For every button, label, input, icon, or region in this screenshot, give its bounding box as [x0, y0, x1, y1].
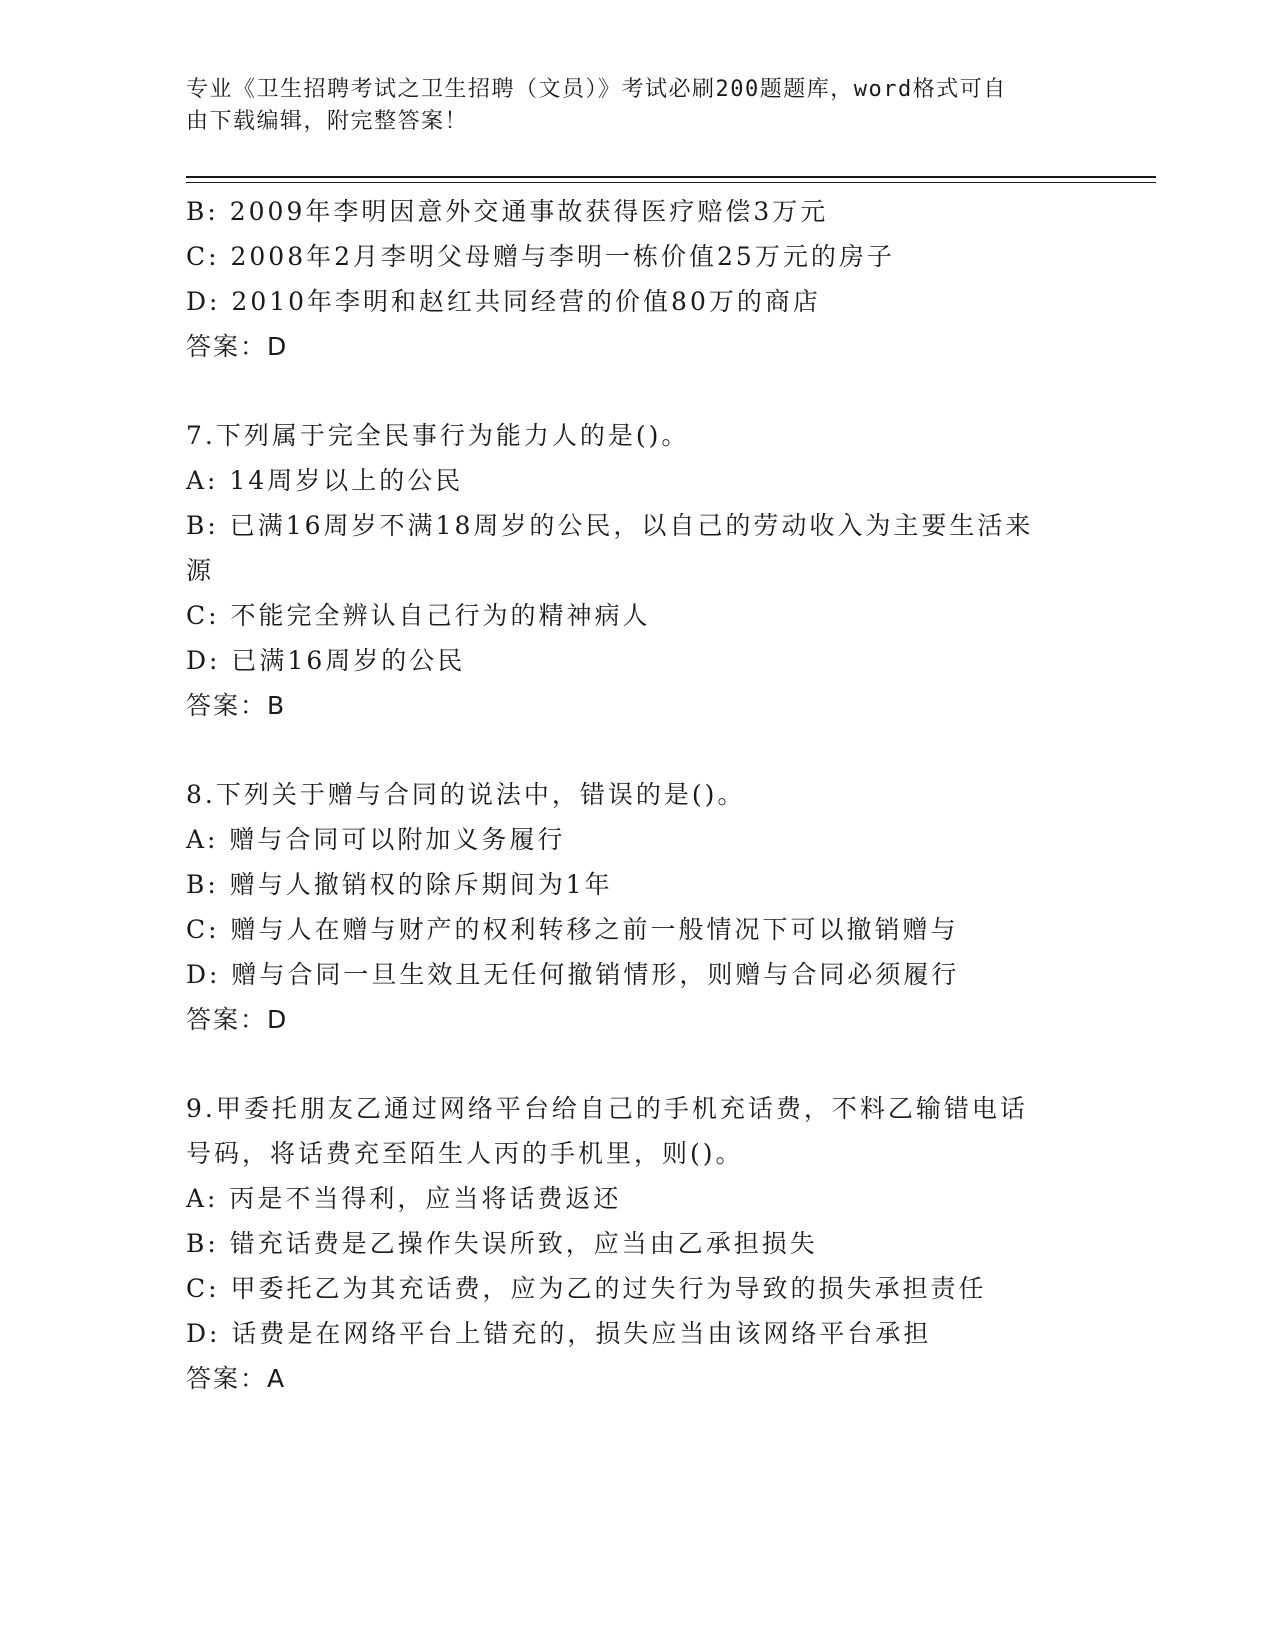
header-rule-thin	[186, 182, 1156, 183]
option-b-continued: 源	[186, 556, 215, 585]
option-b: B: 赠与人撤销权的除斥期间为1年	[186, 870, 613, 899]
option-a: A: 14周岁以上的公民	[186, 466, 464, 495]
answer-line: 答案：B	[186, 691, 287, 720]
question-stem: 7.下列属于完全民事行为能力人的是()。	[186, 421, 690, 450]
answer-line: 答案：D	[186, 332, 289, 361]
option-c: C: 甲委托乙为其充话费，应为乙的过失行为导致的损失承担责任	[186, 1274, 987, 1303]
header-line-2: 由下载编辑，附完整答案！	[186, 109, 469, 134]
option-d: D: 已满16周岁的公民	[186, 646, 466, 675]
option-d: D: 2010年李明和赵红共同经营的价值80万的商店	[186, 287, 821, 316]
spacer	[186, 369, 1086, 413]
question-continued	[186, 189, 1086, 369]
option-b: B: 已满16周岁不满18周岁的公民，以自己的劳动收入为主要生活来	[186, 511, 1034, 540]
question-stem: 8.下列关于赠与合同的说法中，错误的是()。	[186, 780, 746, 809]
question-7	[186, 413, 1086, 728]
option-b: B: 2009年李明因意外交通事故获得医疗赔偿3万元	[186, 197, 829, 226]
question-list	[186, 189, 1086, 1401]
option-c: C: 赠与人在赠与财产的权利转移之前一般情况下可以撤销赠与	[186, 915, 959, 944]
question-9	[186, 1086, 1086, 1401]
spacer	[186, 1042, 1086, 1086]
question-8	[186, 772, 1086, 1042]
option-c: C: 2008年2月李明父母赠与李明一栋价值25万元的房子	[186, 242, 895, 271]
answer-line: 答案：D	[186, 1005, 289, 1034]
spacer	[186, 728, 1086, 772]
option-b: B: 错充话费是乙操作失误所致，应当由乙承担损失	[186, 1229, 818, 1258]
option-d: D: 赠与合同一旦生效且无任何撤销情形，则赠与合同必须履行	[186, 960, 960, 989]
header-rule	[186, 176, 1156, 178]
option-a: A: 赠与合同可以附加义务履行	[186, 825, 566, 854]
question-stem: 9.甲委托朋友乙通过网络平台给自己的手机充话费，不料乙输错电话	[186, 1094, 1028, 1123]
answer-line: 答案：A	[186, 1364, 287, 1393]
header-line-1: 专业《卫生招聘考试之卫生招聘（文员）》考试必刷200题题库，word格式可自	[186, 77, 1007, 102]
question-stem-continued: 号码，将话费充至陌生人丙的手机里，则()。	[186, 1139, 744, 1168]
option-a: A: 丙是不当得利，应当将话费返还	[186, 1184, 622, 1213]
document-header	[186, 74, 1066, 138]
option-d: D: 话费是在网络平台上错充的，损失应当由该网络平台承担	[186, 1319, 932, 1348]
option-c: C: 不能完全辨认自己行为的精神病人	[186, 601, 651, 630]
